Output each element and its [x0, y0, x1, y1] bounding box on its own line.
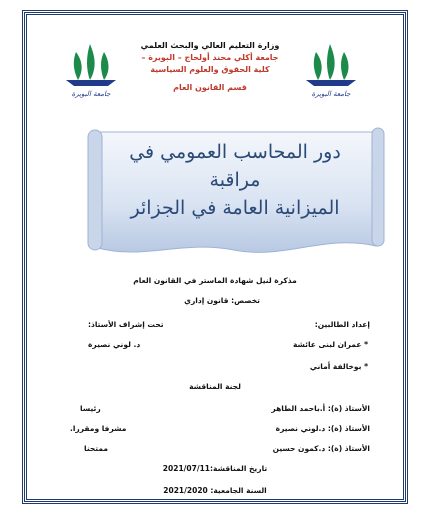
faculty-name: كلية الحقوق والعلوم السياسية: [150, 65, 270, 74]
supervisor-label: تحت إشراف الأستاذ:: [88, 320, 164, 329]
thesis-title: [104, 138, 366, 222]
committee-role-1: رئيسا: [80, 404, 101, 413]
committee-member-1: الأستاذ (ة): أ.باحمد الطاهر: [271, 404, 370, 413]
committee-role-3: ممتحنا: [84, 444, 109, 453]
student-name-2: * بوخالفة أماني: [309, 362, 368, 371]
committee-title: لجنة المناقشة: [189, 382, 241, 391]
title-scroll-banner: [84, 124, 388, 262]
students-label: إعداد الطالبين:: [314, 320, 370, 329]
committee-role-2: مشرفا ومقررا.: [70, 424, 127, 433]
supervisor-name: د. لوني نصيرة: [88, 340, 141, 349]
thesis-specialty: تخصص: قانون إداري: [184, 296, 260, 305]
student-name-1: * عمران لبنى عائشة: [292, 340, 368, 349]
department-name: قسم القانون العام: [173, 83, 247, 92]
logo-caption: جامعة البويرة: [311, 90, 351, 98]
university-name: جامعة أكلي محند أولحاج – البويرة –: [141, 53, 279, 62]
committee-member-2: الأستاذ (ة): د.لوني نصيرة: [275, 424, 370, 433]
university-logo-left: [60, 40, 122, 100]
ministry-name: وزارة التعليم العالي والبحث العلمي: [140, 41, 280, 50]
title-line-2: الميزانية العامة في الجزائر: [130, 197, 340, 219]
title-line-1: دور المحاسب العمومي في مراقبة: [129, 141, 341, 191]
university-logo-right: [300, 40, 362, 100]
thesis-purpose: مذكرة لنيل شهادة الماستر في القانون العام: [133, 276, 297, 285]
logo-caption: جامعة البويرة: [71, 90, 111, 98]
committee-member-3: الأستاذ (ة): د.كمون حسين: [272, 444, 370, 453]
defense-date: تاريخ المناقشة:2021/07/11: [162, 464, 268, 473]
institution-header: [120, 40, 300, 94]
academic-year: السنة الجامعية: 2021/2020: [163, 486, 267, 495]
